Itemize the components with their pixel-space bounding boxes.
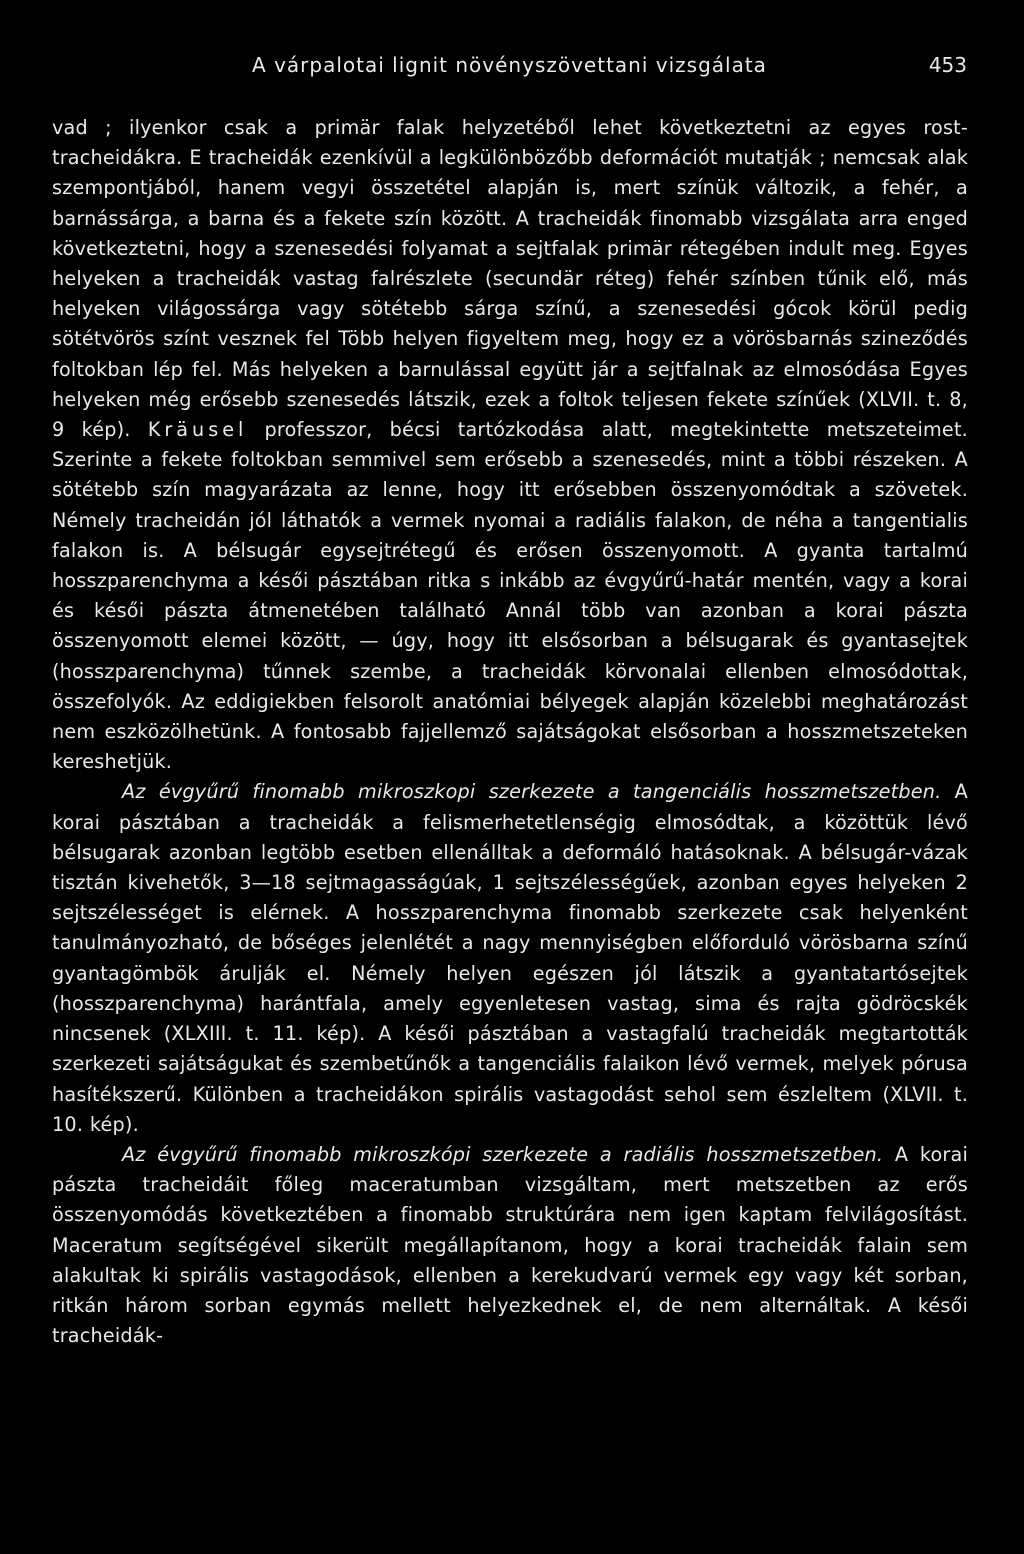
paragraph-3 — [52, 1140, 968, 1351]
author-name-kraeusel: Kräusel — [147, 418, 248, 442]
paragraph-1-text-continued: professzor, bécsi tartózkodása alatt, megtekintette metszeteimet. Szerinte a fekete foltokban semmivel sem erősebb a szenesedés, mint a többi részeken. A sötétebb szín magyarázata az lenne, hogy itt erősebben összenyomódtak a szövetek. Némely tracheidán jól láthatók a vermek nyomai a radiális falakon, de néha a tangentialis falakon is. A bélsugár egysejtrétegű és erősen összenyomott. A gyanta tartalmú hosszparenchyma a késői pásztában ritka s inkább az évgyűrű-határ mentén, vagy a korai és késői pászta átmenetében található Annál több van azonban a korai pászta összenyomott elemei között, — úgy, hogy itt elsősorban a bélsugarak és gyantasejtek (hosszparenchyma) tűnnek szembe, a tracheidák körvonalai ellenben elmosódottak, összefolyók. Az eddigiekben felsorolt anatómiai bélyegek alapján közelebbi meghatározást nem eszközölhetünk. A fontosabb fajjellemző sajátságokat elsősorban a hosszmetszeteken kereshetjük. — [52, 418, 968, 774]
paragraph-1 — [52, 113, 968, 777]
running-header — [52, 50, 967, 80]
running-title: A várpalotai lignit növényszövettani vizsgálata — [252, 53, 767, 77]
section-heading-tangential: Az évgyűrű finomabb mikroszkopi szerkezete a tangenciális hosszmetszetben. — [122, 780, 942, 804]
paragraph-1-text: vad ; ilyenkor csak a primär falak helyzetéből lehet következtetni az egyes rost-tracheidákra. E tracheidák ezenkívül a legkülönbözőbb deformációt mutatják ; nemcsak alak szempontjából, hanem vegyi összetétel alapján is, mert színük változik, a fehér, a barnássárga, a barna és a fekete szín között. A tracheidák finomabb vizsgálata arra enged következtetni, hogy a szenesedési folyamat a sejtfalak primär rétegében indult meg. Egyes helyeken a tracheidák vastag falrészlete (secundär réteg) fehér színben tűnik elő, más helyeken világossárga vagy sötétebb sárga színű, a szenesedési gócok körül pedig sötétvörös színt vesznek fel Több helyen figyeltem meg, hogy ez a vörösbarnás szineződés foltokban lép fel. Más helyeken a barnulással együtt jár a sejtfalnak az elmosódása Egyes helyeken még erősebb szenesedés látszik, ezek a foltok teljesen fekete színűek (XLVII. t. 8, 9 kép). — [52, 116, 968, 442]
paragraph-3-text: A korai pászta tracheidáit főleg maceratumban vizsgáltam, mert metszetben az erős összenyomódás következtében a finomabb struktúrára nem igen kaptam felvilágosítást. Maceratum segítségével sikerült megállapítanom, hogy a korai tracheidák falain sem alakultak ki spirális vastagodások, ellenben a kerekudvarú vermek egy vagy két sorban, ritkán három sorban egymás mellett helyezkednek el, de nem alternáltak. A késői tracheidák- — [52, 1142, 968, 1348]
page-number: 453 — [928, 53, 967, 77]
section-heading-radial: Az évgyűrű finomabb mikroszkópi szerkezete a radiális hosszmetszetben. — [122, 1142, 884, 1166]
paragraph-2-text: A korai pásztában a tracheidák a felismerhetetlenségig elmosódtak, a közöttük lévő bélsugarak azonban legtöbb esetben ellenálltak a deformáló hatásoknak. A bélsugár-vázak tisztán kivehetők, 3—18 sejtmagasságúak, 1 sejtszélességűek, azonban egyes helyeken 2 sejtszélességet is elérnek. A hosszparenchyma finomabb szerkezete csak helyenként tanulmányozható, de bőséges jelenlétét a nagy mennyiségben előforduló vörösbarna színű gyantagömbök árulják el. Némely helyen egészen jól látszik a gyantatartósejtek (hosszparenchyma) harántfala, amely egyenletesen vastag, sima és rajta gödröcskék nincsenek (XLXIII. t. 11. kép). A késői pásztában a vastagfalú tracheidák megtartották szerkezeti sajátságukat és szembetűnők a tangenciális falaikon lévő vermek, melyek pórusa hasítékszerű. Különben a tracheidákon spirális vastagodást sehol sem észleltem (XLVII. t. 10. kép). — [52, 780, 968, 1136]
body-text — [52, 113, 968, 1351]
paragraph-2 — [52, 777, 968, 1139]
